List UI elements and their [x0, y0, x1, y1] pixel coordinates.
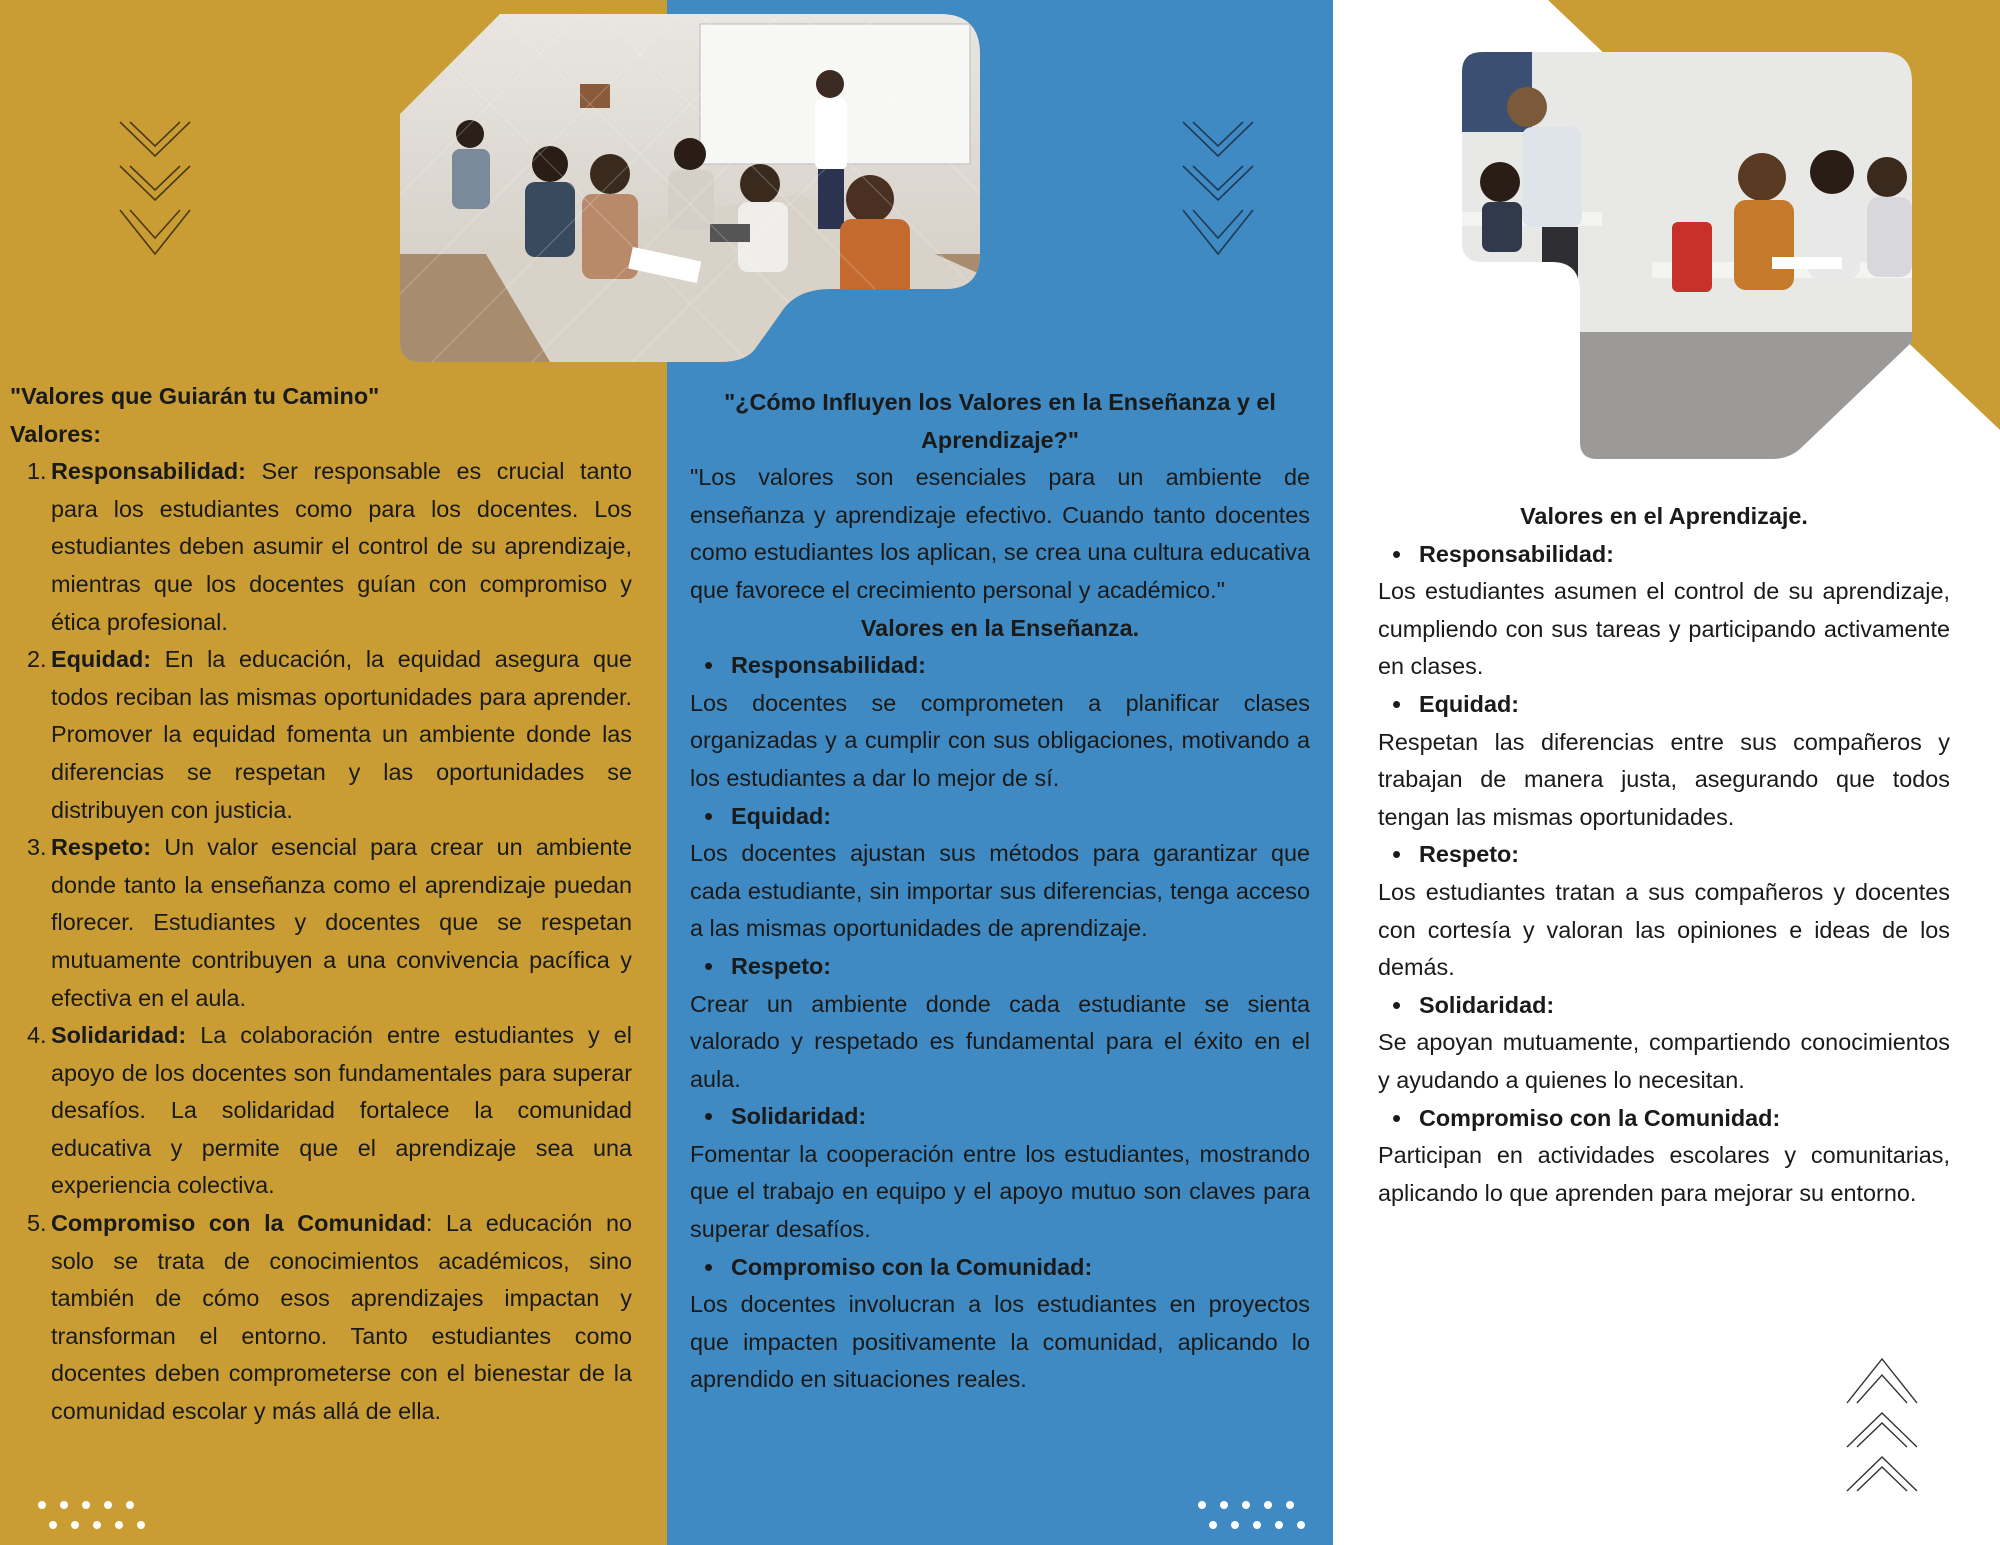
- item-term: Responsabilidad:: [51, 458, 246, 485]
- item-term: Equidad:: [1419, 690, 1520, 717]
- left-subtitle: Valores:: [10, 420, 102, 447]
- item-number: 1.: [27, 458, 47, 485]
- list-item: [1378, 686, 1950, 724]
- item-text: Los estudiantes tratan a sus compañeros y docentes con cortesía y valoran las opiniones e ideas de los demás.: [1378, 878, 1950, 981]
- list-item: [10, 1017, 632, 1205]
- item-text: : La educación no solo se trata de conocimientos académicos, sino también de cómo esos aprendizajes impactan y transforman el entorno. Tanto estudiantes como docentes deben comprometerse con el bienestar de la comunidad escolar y más allá de ella.: [51, 1210, 632, 1425]
- left-title: "Valores que Guiarán tu Camino": [10, 383, 380, 409]
- list-item: [1378, 536, 1950, 574]
- values-list: [10, 453, 632, 1430]
- item-term: Respeto:: [51, 834, 152, 861]
- right-heading: Valores en el Aprendizaje.: [1520, 503, 1808, 529]
- item-term: Responsabilidad:: [1419, 540, 1614, 567]
- item-term: Compromiso con la Comunidad:: [1419, 1104, 1781, 1131]
- list-item: [690, 647, 1310, 685]
- item-text: En la educación, la equidad asegura que todos reciban las mismas oportunidades para aprender. Promover la equidad fomenta un ambiente donde las diferencias se respetan y las oportunidades se distribuyen con justicia.: [51, 646, 632, 823]
- item-text: Los estudiantes asumen el control de su aprendizaje, cumpliendo con sus tareas y participando activamente en clases.: [1378, 578, 1950, 680]
- students-photo: [1462, 52, 1912, 459]
- right-column-text: [1378, 498, 1950, 1212]
- item-term: Respeto:: [1419, 841, 1520, 868]
- item-term: Equidad:: [51, 646, 152, 673]
- list-item: [1378, 836, 1950, 874]
- dot-pattern-icon: [1194, 1498, 1314, 1537]
- list-item: [1378, 1100, 1950, 1138]
- item-text: Los docentes involucran a los estudiantes en proyectos que impacten positivamente la comunidad, aplicando lo aprendido en situaciones reales.: [690, 1291, 1310, 1393]
- list-item: [690, 948, 1310, 986]
- item-number: 4.: [27, 1022, 47, 1049]
- list-item: [690, 1249, 1310, 1287]
- item-text: Participan en actividades escolares y comunitarias, aplicando lo que aprenden para mejorar su entorno.: [1378, 1142, 1950, 1206]
- list-item: [10, 453, 632, 641]
- list-item: [690, 798, 1310, 836]
- item-term: Solidaridad:: [51, 1022, 187, 1049]
- item-text: Respetan las diferencias entre sus compañeros y trabajan de manera justa, asegurando que todos tengan las mismas oportunidades.: [1378, 728, 1950, 830]
- item-text: Crear un ambiente donde cada estudiante se sienta valorado y respetado es fundamental para el éxito en el aula.: [690, 990, 1310, 1092]
- classroom-photo: [400, 14, 980, 362]
- item-text: Los docentes ajustan sus métodos para garantizar que cada estudiante, sin importar sus diferencias, tenga acceso a las mismas oportunidades de aprendizaje.: [690, 840, 1310, 942]
- item-text: Fomentar la cooperación entre los estudiantes, mostrando que el trabajo en equipo y el apoyo mutuo son claves para superar desafíos.: [690, 1140, 1310, 1243]
- chevron-down-icon: [118, 120, 192, 265]
- item-term: Solidaridad:: [731, 1103, 867, 1130]
- item-text: Ser responsable es crucial tanto para los estudiantes como para los docentes. Los estudiantes deben asumir el control de su aprendizaje, mientras que los docentes guían con compromiso y ética profesional.: [51, 458, 632, 635]
- item-term: Compromiso con la Comunidad:: [731, 1253, 1093, 1280]
- item-term: Responsabilidad:: [731, 652, 926, 679]
- item-number: 2.: [27, 646, 47, 673]
- item-text: La colaboración entre estudiantes y el apoyo de los docentes son fundamentales para superar desafíos. La solidaridad fortalece la comunidad educativa y permite que el aprendizaje sea una experiencia colectiva.: [51, 1022, 632, 1199]
- dot-pattern-icon: [34, 1498, 154, 1537]
- list-item: [10, 1205, 632, 1431]
- item-number: 3.: [27, 834, 47, 861]
- middle-intro: "Los valores son esenciales para un ambiente de enseñanza y aprendizaje efectivo. Cuando tanto docentes como estudiantes los aplican, se crea una cultura educativa que favorece el crecimiento personal y académico.": [690, 464, 1310, 603]
- item-term: Respeto:: [731, 952, 832, 979]
- item-text: Un valor esencial para crear un ambiente donde tanto la enseñanza como el aprendizaje puedan florecer. Estudiantes y docentes que se respetan mutuamente contribuyen a una convivencia pacífica y efectiva en el aula.: [51, 834, 632, 1011]
- middle-title: "¿Cómo Influyen los Valores en la Enseñanza y el Aprendizaje?": [724, 389, 1276, 453]
- left-column-text: [10, 378, 632, 1431]
- item-text: Se apoyan mutuamente, compartiendo conocimientos y ayudando a quienes lo necesitan.: [1378, 1029, 1950, 1093]
- middle-heading: Valores en la Enseñanza.: [860, 614, 1140, 641]
- list-item: [10, 641, 632, 829]
- list-item: [690, 1098, 1310, 1136]
- middle-column-text: [690, 384, 1310, 1399]
- item-term: Compromiso con la Comunidad: [51, 1210, 426, 1237]
- item-term: Equidad:: [731, 802, 832, 829]
- list-item: [1378, 987, 1950, 1025]
- chevron-down-icon: [1181, 120, 1255, 265]
- list-item: [10, 829, 632, 1017]
- item-text: Los docentes se comprometen a planificar clases organizadas y a cumplir con sus obligaciones, motivando a los estudiantes a dar lo mejor de sí.: [690, 689, 1310, 791]
- item-number: 5.: [27, 1210, 47, 1237]
- chevron-up-icon: [1845, 1355, 1919, 1500]
- item-term: Solidaridad:: [1419, 991, 1555, 1018]
